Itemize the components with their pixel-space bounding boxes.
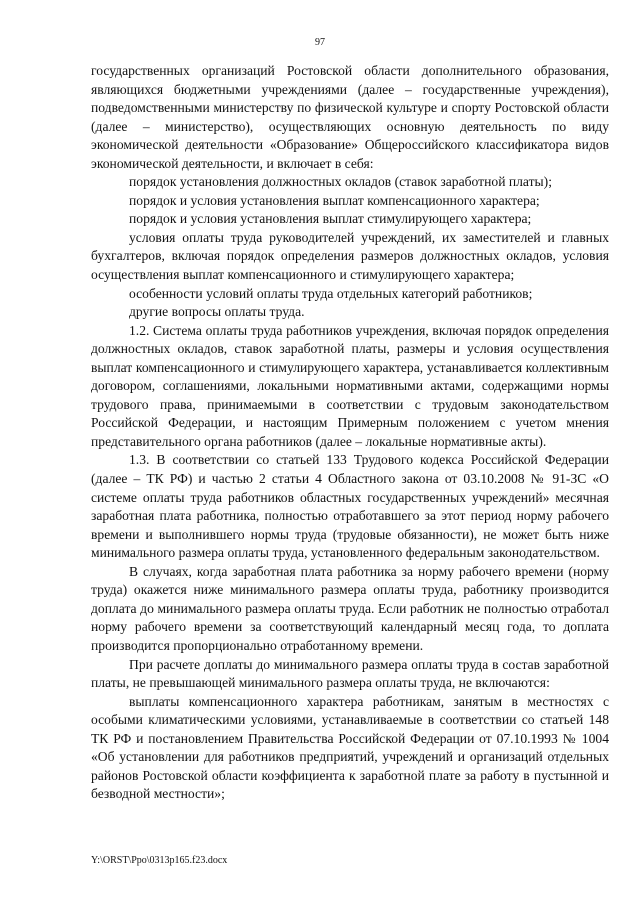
- list-item-managers-pay: условия оплаты труда руководителей учреждений, их заместителей и главных бухгалтеров, включая порядок определения размеров должностных окладов, условия осуществления выплат компенсационного и стимулирующего характера;: [91, 229, 609, 283]
- list-item-climate-compensation: выплаты компенсационного характера работникам, занятым в местностях с особыми климатическими условиями, устанавливаемые в соответствии со статьей 148 ТК РФ и постановлением Правительства Российской Федерации от 07.10.1993 № 1004 «Об установлении для работников предприятий, учреждений и организаций отдельных районов Ростовской области коэффициента к заработной плате за работу в пустынной и безводной местности»;: [91, 693, 609, 802]
- list-item-compensation-payments: порядок и условия установления выплат компенсационного характера;: [129, 192, 540, 208]
- paragraph-minimum-wage-supplement: В случаях, когда заработная плата работника за норму рабочего времени (норму труда) окажется ниже минимального размера оплаты труда, работнику производится доплата до минимального размера оплаты труда. Если работник не полностью отработал норму рабочего времени за соответствующий календарный месяц года, то доплата производится пропорционально отработанному времени.: [91, 563, 609, 653]
- paragraph-section-1-2: 1.2. Система оплаты труда работников учреждения, включая порядок определения должностных окладов, ставок заработной платы, размеры и условия осуществления выплат компенсационного и стимулирующего характера, устанавливается коллективным договором, соглашениями, локальными нормативными актами, содержащими нормы трудового права, принимаемыми в соответствии с трудовым законодательством Российской Федерации, и настоящим Примерным положением с учетом мнения представительного органа работников (далее – локальные нормативные акты).: [91, 322, 609, 449]
- paragraph-not-included: При расчете доплаты до минимального размера оплаты труда в состав заработной платы, не превышающей минимального размера оплаты труда, не включаются:: [91, 656, 609, 691]
- list-item-other-questions: другие вопросы оплаты труда.: [129, 304, 305, 320]
- list-item-incentive-payments: порядок и условия установления выплат стимулирующего характера;: [129, 211, 532, 227]
- page-number: 97: [315, 37, 325, 48]
- paragraph-intro-continuation: государственных организаций Ростовской области дополнительного образования, являющихся бюджетными учреждениями (далее – государственные учреждения), подведомственными министерству по физической культуре и спорту Ростовской области (далее – министерство), осуществляющих основную деятельность по виду экономической деятельности «Образование» Общероссийского классификатора видов экономической деятельности, и включает в себя:: [91, 63, 609, 171]
- list-item-salary-rates: порядок установления должностных окладов (ставок заработной платы);: [129, 174, 552, 190]
- footer-file-path: Y:\ORST\Ppo\0313p165.f23.docx: [91, 855, 228, 866]
- document-body: [91, 62, 609, 804]
- paragraph-section-1-3: 1.3. В соответствии со статьей 133 Трудового кодекса Российской Федерации (далее – ТК РФ) и частью 2 статьи 4 Областного закона от 03.10.2008 № 91-ЗС «О системе оплаты труда работников областных государственных учреждений» месячная заработная плата работника, полностью отработавшего за этот период норму рабочего времени и выполнившего нормы труда (трудовые обязанности), не может быть ниже минимального размера оплаты труда, установленного федеральным законодательством.: [91, 452, 609, 561]
- list-item-special-categories: особенности условий оплаты труда отдельных категорий работников;: [129, 285, 533, 301]
